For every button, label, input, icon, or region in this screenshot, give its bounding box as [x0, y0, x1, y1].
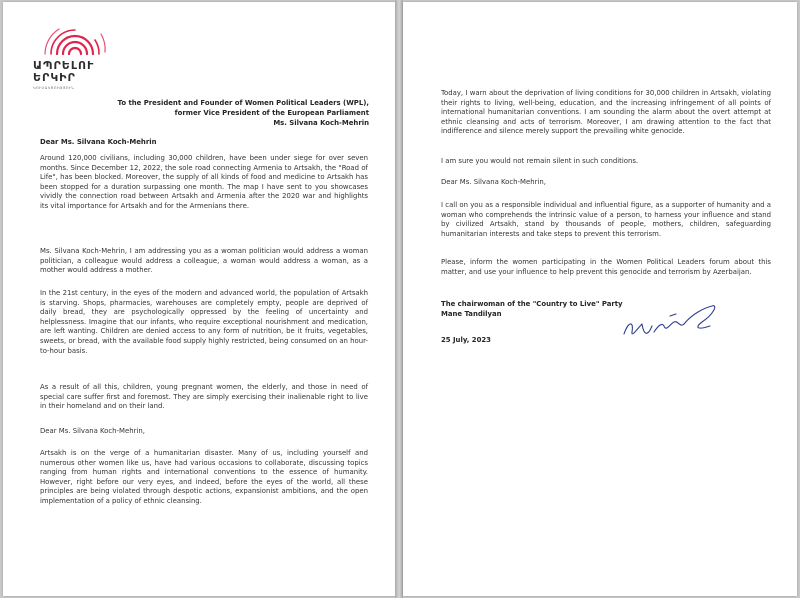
letter-page-right [403, 2, 797, 596]
paragraph-call: I call on you as a responsible individual and influential figure, as a supporter of humanity and a woman who comprehends the intrinsic value of a person, to harness your influence and stand by civilized Artsakh, stand by thousands of people, mothers, children, safeguarding humanitarian interests and take steps to prevent this terrorism. [441, 201, 771, 238]
paragraph-starving: In the 21st century, in the eyes of the modern and advanced world, the population of Artsakh is starving. Shops, pharmacies, warehouses are completely empty, people are deprived of daily bread, they are psychologically oppressed by the feeling of uncertainty and helplessness. Imagine that our infants, who require exceptional nourishment and medication, are left wanting. Children are denied access to any form of nutrition, be it fruits, vegetables, sweets, or bread, with the available food supply highly restricted, being consumed on an hour-to-hour basis. [40, 289, 368, 355]
paragraph-consequences: As a result of all this, children, young pregnant women, the elderly, and those in need of special care suffer first and foremost. They are simply exercising their inalienable right to live in their homeland and on their land. [40, 383, 368, 411]
paragraph-warning: Today, I warn about the deprivation of living conditions for 30,000 children in Artsakh, violating their rights to living, well-being, education, and the increasing infringement of all points of international humanitarian conventions. I am sounding the alarm about the overt attempt at ethnic cleansing and acts of terrorism. Moreover, I am drawing attention to the fact that indifference and silence merely support the prevailing white genocide. [441, 89, 771, 136]
addressee-line1: To the President and Founder of Women Political Leaders (WPL), [117, 99, 369, 107]
paragraph-inform: Please, inform the women participating in the Women Political Leaders forum about this matter, and use your influence to help prevent this genocide and terrorism by Azerbaijan. [441, 258, 771, 276]
addressee-line2: former Vice President of the European Parliament [174, 109, 369, 117]
paragraph-not-silent: I am sure you would not remain silent in such conditions. [441, 157, 639, 165]
signer-title: The chairwoman of the "Country to Live" Party [441, 300, 623, 308]
letter-greeting: Dear Ms. Silvana Koch-Mehrin [40, 138, 157, 146]
letter-greeting-second: Dear Ms. Silvana Koch-Mehrin, [40, 427, 145, 435]
letter-greeting-right: Dear Ms. Silvana Koch-Mehrin, [441, 178, 546, 186]
addressee-line3: Ms. Silvana Koch-Mehrin [273, 119, 369, 127]
signer-name: Mane Tandilyan [441, 310, 502, 318]
signature-icon [618, 292, 728, 352]
paragraph-siege: Around 120,000 civilians, including 30,000 children, have been under siege for over seven months. Since December 12, 2022, the sole road connecting Armenia to Artsakh, the "Road of Life", has been blocked. Moreover, the supply of all kinds of food and medicine to Artsakh has been stopped for a duration surpassing one month. The map I have sent to you showcases vividly the connection road between Artsakh and Armenia after the 2020 war and highlights its vital importance for Artsakh and for the Armenians there. [40, 154, 368, 210]
logo-text-line1: ԱՊՐԵԼՈՒ [33, 59, 95, 72]
logo-text-line2: ԵՐԿԻՐ [33, 71, 76, 84]
logo-subline: ԿՈՒՍԱԿՑՈՒԹՅՈՒՆ [33, 86, 75, 90]
paragraph-addressing: Ms. Silvana Koch-Mehrin, I am addressing you as a woman politician would address a woman politician, a colleague would address a colleague, a woman would address a woman, as a mother would address a mother. [40, 247, 368, 275]
letter-page-left [3, 2, 397, 596]
page-fold [395, 0, 403, 598]
letter-date: 25 July, 2023 [441, 336, 491, 344]
party-logo [29, 16, 129, 96]
paragraph-disaster: Artsakh is on the verge of a humanitarian disaster. Many of us, including yourself and numerous other women like us, have had various occasions to collaborate, discussing topics ranging from human rights and international conventions to the essence of humanity. However, right before our very eyes, and indeed, before the eyes of the world, all these principles are being violated through despotic actions, expansionist ambitions, and the open implementation of a policy of ethnic cleansing. [40, 449, 368, 505]
